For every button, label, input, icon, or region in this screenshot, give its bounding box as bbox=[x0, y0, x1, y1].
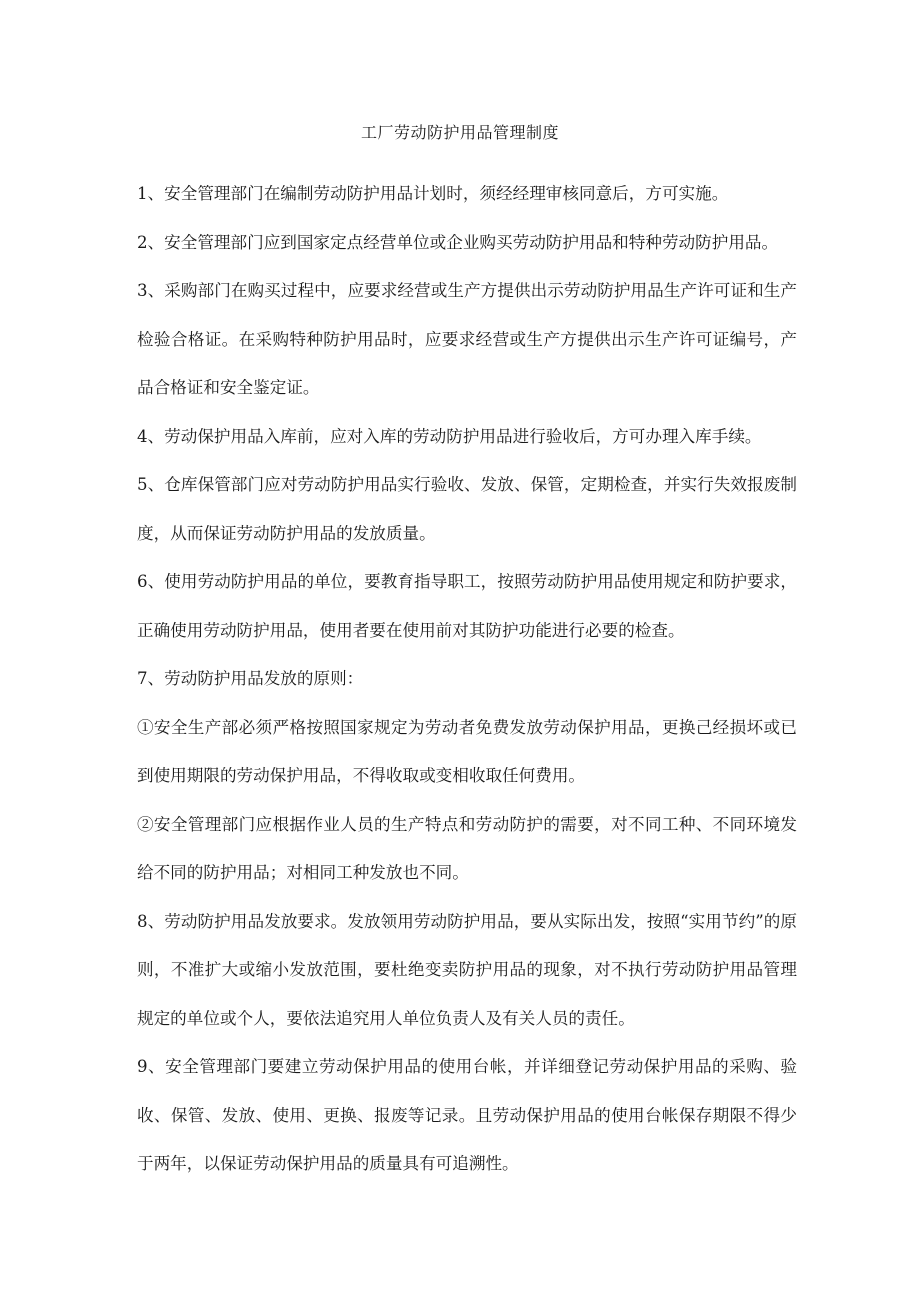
rule-paragraph-7: 7、劳动防护用品发放的原则： bbox=[137, 669, 364, 688]
rule-paragraph-4: 4、劳动保护用品入库前，应对入库的劳动防护用品进行验收后，方可办理入库手续。 bbox=[137, 426, 762, 446]
rule-paragraph-2: 2、安全管理部门应到国家定点经营单位或企业购买劳动防护用品和特种劳动防护用品。 bbox=[137, 232, 779, 252]
rule-paragraph-5: 5、仓库保管部门应对劳动防护用品实行验收、发放、保管，定期检查，并实行失效报废制度，从而保证劳动防护用品的发放质量。 bbox=[137, 475, 797, 543]
rule-paragraph-7-item-1: ①安全生产部必须严格按照国家规定为劳动者免费发放劳动保护用品，更换己经损坏或已到使用期限的劳动保护用品，不得收取或变相收取任何费用。 bbox=[137, 717, 797, 785]
document-title: 工厂劳动防护用品管理制度 bbox=[360, 123, 559, 142]
document-body bbox=[137, 170, 797, 1189]
rule-paragraph-9: 9、安全管理部门要建立劳动保护用品的使用台帐，并详细登记劳动保护用品的采购、验收、保管、发放、使用、更换、报废等记录。且劳动保护用品的使用台帐保存期限不得少于两年，以保证劳动保护用品的质量具有可追溯性。 bbox=[137, 1057, 797, 1173]
rule-paragraph-3: 3、采购部门在购买过程中，应要求经营或生产方提供出示劳动防护用品生产许可证和生产检验合格证。在采购特种防护用品时，应要求经营或生产方提供出示生产许可证编号，产品合格证和安全鉴定证。 bbox=[137, 281, 797, 397]
rule-paragraph-8: 8、劳动防护用品发放要求。发放领用劳动防护用品，要从实际出发，按照“实用节约”的原则，不准扩大或缩小发放范围，要杜绝变卖防护用品的现象，对不执行劳动防护用品管理规定的单位或个人，要依法追究用人单位负责人及有关人员的责任。 bbox=[137, 911, 797, 1028]
rule-paragraph-7-item-2: ②安全管理部门应根据作业人员的生产特点和劳动防护的需要，对不同工种、不同环境发给不同的防护用品；对相同工种发放也不同。 bbox=[137, 814, 797, 882]
rule-paragraph-6: 6、使用劳动防护用品的单位，要教育指导职工，按照劳动防护用品使用规定和防护要求，正确使用劳动防护用品，使用者要在使用前对其防护功能进行必要的检查。 bbox=[137, 572, 797, 640]
rule-paragraph-1: 1、安全管理部门在编制劳动防护用品计划时，须经经理审核同意后，方可实施。 bbox=[137, 184, 729, 203]
